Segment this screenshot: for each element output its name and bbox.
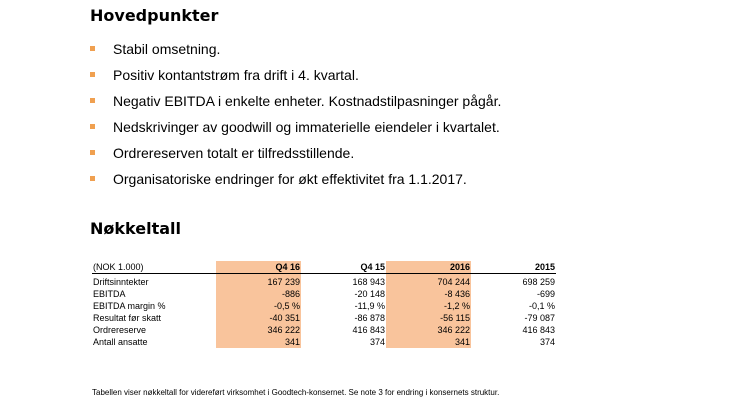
- list-item: [90, 170, 501, 196]
- cell-value: -1,2 %: [386, 300, 471, 312]
- cell-value: -11,9 %: [354, 301, 385, 311]
- row-label: Driftsinntekter: [93, 277, 149, 287]
- list-item-text: Negativ EBITDA i enkelte enheter. Kostnadstilpasninger pågår.: [113, 93, 502, 109]
- cell-value: -56 115: [386, 312, 471, 324]
- cell-value: 416 843: [352, 325, 385, 335]
- cell-value: 698 259: [522, 277, 555, 287]
- cell-value: 346 222: [216, 324, 301, 336]
- cell-value: 374: [369, 337, 385, 347]
- section-title-nokkeltall: Nøkkeltall: [90, 219, 181, 238]
- list-item: [90, 118, 501, 144]
- row-label: Ordrereserve: [93, 325, 147, 335]
- table-row: [92, 336, 556, 348]
- bullet-square-icon: [90, 46, 95, 51]
- highlights-list: [90, 40, 501, 196]
- list-item-text: Ordrereserven totalt er tilfredsstillende.: [113, 145, 355, 161]
- cell-value: 416 843: [522, 325, 555, 335]
- bullet-square-icon: [90, 72, 95, 77]
- row-label: EBITDA: [93, 289, 126, 299]
- column-header-2016: 2016: [386, 261, 471, 274]
- table-footnote: Tabellen viser nøkkeltall for videreført virksomhet i Goodtech-konsernet. Se note 3 for endring i konsernets struktur.: [92, 388, 500, 397]
- table-row: [92, 288, 556, 300]
- cell-value: 168 943: [352, 277, 385, 287]
- list-item: [90, 92, 501, 118]
- cell-value: 341: [216, 336, 301, 348]
- unit-label: (NOK 1.000): [92, 261, 216, 274]
- section-title-hovedpunkter: Hovedpunkter: [90, 6, 219, 25]
- list-item-text: Nedskrivinger av goodwill og immaterielle eiendeler i kvartalet.: [113, 119, 500, 135]
- cell-value: -0,1 %: [528, 301, 555, 311]
- row-label: Resultat før skatt: [93, 313, 162, 323]
- row-label: EBITDA margin %: [93, 301, 166, 311]
- row-label: Antall ansatte: [93, 337, 148, 347]
- list-item-text: Positiv kontantstrøm fra drift i 4. kvartal.: [113, 67, 359, 83]
- cell-value: -20 148: [354, 289, 385, 299]
- bullet-square-icon: [90, 98, 95, 103]
- column-header-q4-15: Q4 15: [301, 261, 386, 274]
- cell-value: 341: [386, 336, 471, 348]
- cell-value: -8 436: [386, 288, 471, 300]
- cell-value: -40 351: [216, 312, 301, 324]
- cell-value: -699: [536, 289, 555, 299]
- list-item: [90, 144, 501, 170]
- table-row: [92, 324, 556, 336]
- bullet-square-icon: [90, 150, 95, 155]
- table-row: [92, 300, 556, 312]
- cell-value: -886: [216, 288, 301, 300]
- cell-value: -0,5 %: [216, 300, 301, 312]
- list-item: [90, 40, 501, 66]
- table-row: [92, 312, 556, 324]
- column-header-2015: 2015: [471, 261, 556, 274]
- cell-value: 167 239: [216, 274, 301, 289]
- list-item: [90, 66, 501, 92]
- table-header-row: [92, 261, 556, 274]
- cell-value: 374: [539, 337, 555, 347]
- list-item-text: Organisatoriske endringer for økt effektivitet fra 1.1.2017.: [113, 171, 467, 187]
- cell-value: 346 222: [386, 324, 471, 336]
- bullet-square-icon: [90, 176, 95, 181]
- cell-value: 704 244: [386, 274, 471, 289]
- list-item-text: Stabil omsetning.: [113, 41, 221, 57]
- column-header-q4-16: Q4 16: [216, 261, 301, 274]
- bullet-square-icon: [90, 124, 95, 129]
- key-figures-table: [92, 261, 556, 348]
- cell-value: -79 087: [524, 313, 555, 323]
- cell-value: -86 878: [354, 313, 385, 323]
- table-row: [92, 274, 556, 289]
